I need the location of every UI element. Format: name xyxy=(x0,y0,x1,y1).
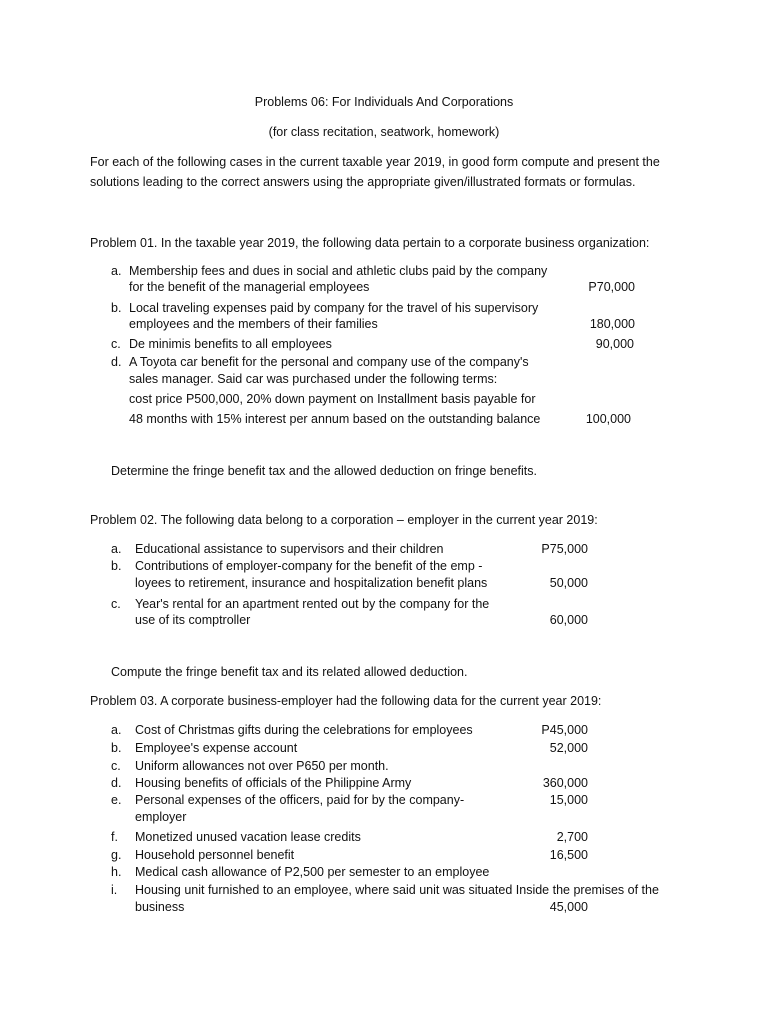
p2-item-a-letter: a. xyxy=(111,542,122,556)
p1-item-b-line-1: Local traveling expenses paid by company for the travel of his supervisory xyxy=(129,301,539,315)
p1-item-c-line-1: De minimis benefits to all employees xyxy=(129,337,332,351)
page-title: Problems 06: For Individuals And Corporations xyxy=(254,95,514,109)
intro-line-1: For each of the following cases in the current taxable year 2019, in good form compute and present the xyxy=(90,155,660,169)
p1-item-d-line-3: cost price P500,000, 20% down payment on Installment basis payable for xyxy=(129,392,536,406)
p1-item-a-line-2: for the benefit of the managerial employees xyxy=(129,280,370,294)
p3-item-line: Monetized unused vacation lease credits xyxy=(135,830,361,844)
p2-item-c-amount: 60,000 xyxy=(549,613,588,627)
p3-item-line: Personal expenses of the officers, paid for by the company- xyxy=(135,793,465,807)
p2-item-b-line-2: loyees to retirement, insurance and hospitalization benefit plans xyxy=(135,576,488,590)
problem-02-heading: Problem 02. The following data belong to a corporation – employer in the current year 2019: xyxy=(90,513,598,527)
p3-item-line: Cost of Christmas gifts during the celebrations for employees xyxy=(135,723,473,737)
problem-01-question: Determine the fringe benefit tax and the allowed deduction on fringe benefits. xyxy=(111,464,537,478)
p3-item-letter: f. xyxy=(111,830,118,844)
p3-item-letter: a. xyxy=(111,723,122,737)
p1-item-d-amount: 100,000 xyxy=(585,412,631,426)
p3-item-letter: d. xyxy=(111,776,122,790)
p3-item-amount: 52,000 xyxy=(549,741,588,755)
intro-line-2: solutions leading to the correct answers using the appropriate given/illustrated formats or formulas. xyxy=(90,175,636,189)
p3-item-line: Household personnel benefit xyxy=(135,848,295,862)
p3-item-amount: 15,000 xyxy=(549,793,588,807)
page-subtitle: (for class recitation, seatwork, homework) xyxy=(268,125,500,139)
p2-item-a-amount: P75,000 xyxy=(541,542,588,556)
p3-item-line-2: employer xyxy=(135,810,187,824)
p3-item-line: Medical cash allowance of P2,500 per semester to an employee xyxy=(135,865,490,879)
p3-item-line: Housing benefits of officials of the Philippine Army xyxy=(135,776,412,790)
p1-item-c-amount: 90,000 xyxy=(595,337,634,351)
p3-item-letter: i. xyxy=(111,883,118,897)
p3-item-amount: 45,000 xyxy=(549,900,588,914)
problem-03-heading: Problem 03. A corporate business-employer had the following data for the current year 2019: xyxy=(90,694,602,708)
p1-item-b-letter: b. xyxy=(111,301,122,315)
p2-item-c-letter: c. xyxy=(111,597,121,611)
p2-item-b-letter: b. xyxy=(111,559,122,573)
p3-item-letter: b. xyxy=(111,741,122,755)
p3-item-line: Housing unit furnished to an employee, where said unit was situated Inside the premises of the xyxy=(135,883,659,897)
p3-item-amount: P45,000 xyxy=(541,723,588,737)
p1-item-d-letter: d. xyxy=(111,355,122,369)
p3-item-letter: g. xyxy=(111,848,122,862)
p3-item-letter: e. xyxy=(111,793,122,807)
p2-item-b-line-1: Contributions of employer-company for the benefit of the emp - xyxy=(135,559,483,573)
p1-item-b-amount: 180,000 xyxy=(589,317,635,331)
p2-item-a-line-1: Educational assistance to supervisors and their children xyxy=(135,542,444,556)
p1-item-d-line-2: sales manager. Said car was purchased under the following terms: xyxy=(129,372,498,386)
p1-item-d-line-1: A Toyota car benefit for the personal and company use of the company's xyxy=(129,355,529,369)
problem-01-heading: Problem 01. In the taxable year 2019, the following data pertain to a corporate business organization: xyxy=(90,236,650,250)
p1-item-a-amount: P70,000 xyxy=(588,280,635,294)
p1-item-a-letter: a. xyxy=(111,264,122,278)
p3-item-amount: 16,500 xyxy=(549,848,588,862)
p2-item-c-line-1: Year's rental for an apartment rented out by the company for the xyxy=(135,597,490,611)
problem-02-question: Compute the fringe benefit tax and its related allowed deduction. xyxy=(111,665,468,679)
p3-item-letter: h. xyxy=(111,865,122,879)
p3-item-letter: c. xyxy=(111,759,121,773)
p3-item-amount: 360,000 xyxy=(542,776,588,790)
p1-item-c-letter: c. xyxy=(111,337,121,351)
p1-item-b-line-2: employees and the members of their families xyxy=(129,317,378,331)
p3-item-amount: 2,700 xyxy=(556,830,588,844)
p1-item-d-line-4: 48 months with 15% interest per annum based on the outstanding balance xyxy=(129,412,541,426)
p1-item-a-line-1: Membership fees and dues in social and athletic clubs paid by the company xyxy=(129,264,548,278)
p3-item-line: Employee's expense account xyxy=(135,741,298,755)
p3-item-line-2: business xyxy=(135,900,185,914)
p3-item-line: Uniform allowances not over P650 per month. xyxy=(135,759,389,773)
p2-item-b-amount: 50,000 xyxy=(549,576,588,590)
p2-item-c-line-2: use of its comptroller xyxy=(135,613,251,627)
